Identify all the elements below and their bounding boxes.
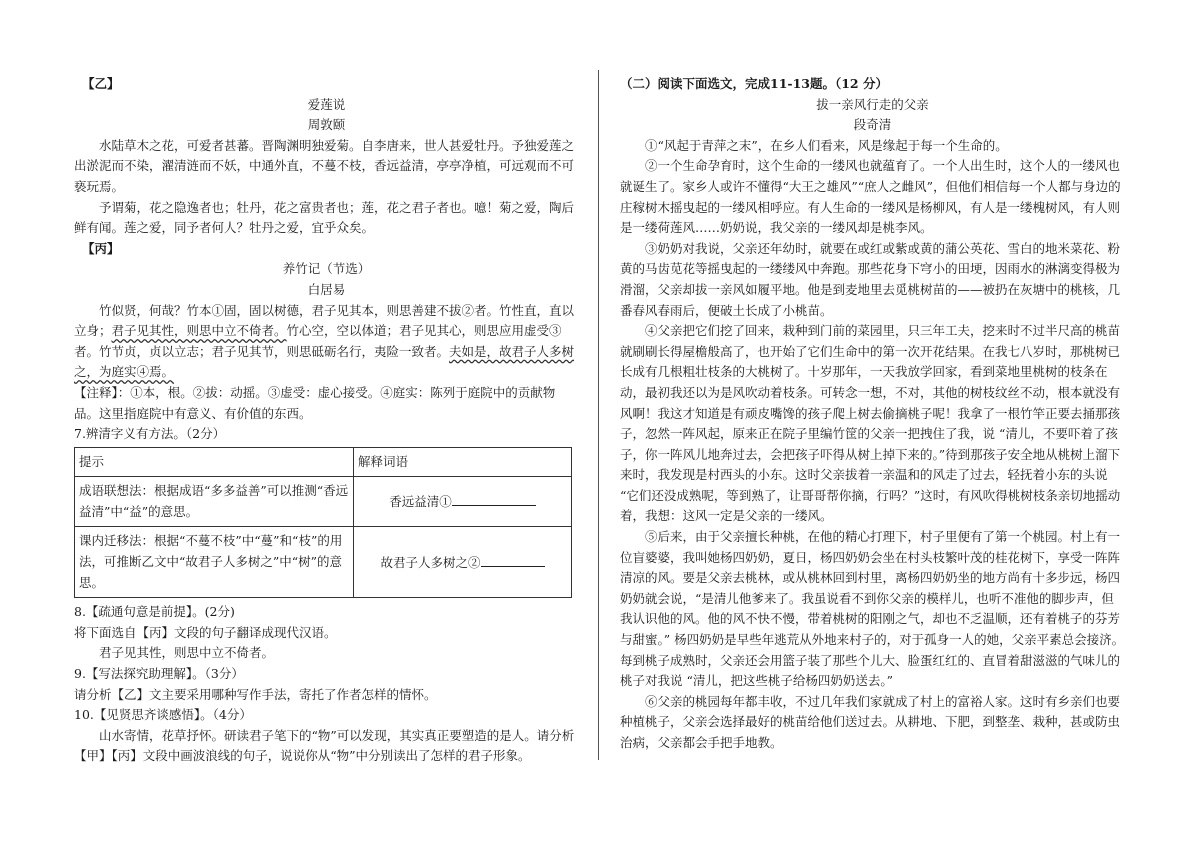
annotation-notes: 【注释】：①本，根。②拔：动摇。③虚受：虚心接受。④庭实：陈列于庭院中的贡献物品。这里指庭院中有意义、有价值的东西。 [74,384,556,421]
article-paragraph-5: ⑤后来，由于父亲擅长种桃，在他的精心打理下，村子里便有了第一个桃园。村上有一位盲婆婆，我叫她杨四奶奶，夏日，杨四奶奶会坐在村头枝繁叶茂的桂花树下，享受一阵阵清凉的风。要是父亲去桃林，或从桃林回到村里，离杨四奶奶坐的地方尚有十多步远，杨四奶奶就会说，“是清儿他爹来了。我虽说看不到你父亲的模样儿，也听不准他的脚步声，但我认识他的风。他的风不快不慢，带着桃树的阳刚之气，却也不乏温顺，还有着桃子的芬芳与甜蜜。” 杨四奶奶是早些年逃荒从外地来村子的，对于孤身一人的她，父亲平素总会接济。每到桃子成熟时，父亲还会用篮子装了那些个儿大、脸蛋红红的、直冒着甜滋滋的气味儿的桃子对我说 “清儿，把这些桃子给杨四奶奶送去。” [620,529,1125,689]
yangzhu-text-c: 竹心空，空以体道；君子见其心，则思应用虚受③者。竹节贞，贞以立志；君子见其节，则思砥砺名行，夷险一致者。 [74,323,562,359]
column-divider [598,70,599,760]
yangzhu-paragraph [74,301,579,383]
question-10: 10.【见贤思齐谈感悟】。（4分） [74,707,252,723]
article-author: 段奇清 [853,117,892,133]
article-paragraph-3: ③奶奶对我说，父亲还年幼时，就要在或红或紫或黄的蒲公英花、雪白的地米菜花、粉黄的马齿苋花等摇曳起的一缕缕风中奔跑。那些花身下穹小的田埂，因雨水的淋漓变得极为滑溜，父亲却拔一亲风如履平地。他是到麦地里去觅桃树苗的——被扔在灰塘中的桃核，几番春风春雨后，便破土长成了小桃苗。 [620,240,1121,318]
answer-blank-1[interactable] [452,491,536,506]
question-7-table [74,447,572,599]
section-heading: （二）阅读下面选文，完成11-13题。（12 分） [620,76,888,91]
question-8: 8.【疏通句意是前提】。(2分) [74,604,235,620]
question-8-sentence: 君子见其性，则思中立不倚者。 [99,645,275,661]
ailian-paragraph-1: 水陆草木之花，可爱者甚蕃。晋陶渊明独爱菊。自李唐来，世人甚爱牡丹。予独爱莲之出淤泥而不染，濯清涟而不妖，中通外直，不蔓不枝，香远益清，亭亭净植，可远观而不可亵玩焉。 [74,137,575,194]
table-cell-hint-2: 课内迁移法：根据“不蔓不枝”中“蔓”和“枝”的用法，可推断乙文中“故君子人多树之”中“树”的意思。 [75,527,354,598]
table-row [75,527,572,598]
answer-2-label: 故君子人多树之② [380,554,481,570]
yangzhu-author: 白居易 [307,281,346,297]
table-row [75,477,572,527]
table-row [75,447,572,477]
ailian-author: 周敦颐 [307,117,346,133]
article-paragraph-6: ⑥父亲的桃园每年都丰收，不过几年我们家就成了村上的富裕人家。这时有乡亲们也要种植桃子，父亲会选择最好的桃苗给他们送过去。从耕地、下肥，到整垄、栽种，甚或防虫治病，父亲都会手把手地教。 [620,693,1121,750]
table-cell-answer-2 [354,527,572,598]
left-column [74,74,579,767]
question-7: 7.辨清字义有方法。（2分） [74,426,226,442]
question-9: 9.【写法探究助理解】。（3分） [74,666,244,682]
answer-1-label: 香远益清① [389,494,452,510]
wavy-sentence-2: 夫如是，故君子人多树之，为庭实④焉。 [74,343,575,380]
article-paragraph-1: ①“风起于青萍之末”，在乡人们看来，风是缘起于每一个生命的。 [645,137,1008,153]
yangzhu-text-a: 竹似贤，何哉？竹本①固，固以树德，君子见其本，则思善建不拔②者。竹性直，直以立身； [74,302,575,339]
article-title: 拔一亲风行走的父亲 [816,96,929,112]
question-10-task: 山水寄情，花草抒怀。研读君子笔下的“物”可以发现，其实真正要塑造的是人。请分析【甲】【丙】文段中画波浪线的句子，说说你从“物”中分别读出了怎样的君子形象。 [74,727,575,764]
question-9-task: 请分析【乙】文主要采用哪种写作手法，寄托了作者怎样的情怀。 [74,686,437,702]
answer-blank-2[interactable] [481,552,545,567]
article-paragraph-4: ④父亲把它们挖了回来，栽种到门前的菜园里，只三年工夫，挖来时不过半尺高的桃苗就刷刷长得屋檐般高了，也开始了它们生命中的第一次开花结果。在我七八岁时，那桃树已长成有几根粗壮枝条的大桃树了。十岁那年，一天我放学回家，看到菜地里桃树的枝条在动，最初我还以为是风吹动着枝条。可转念一想，不对，其他的树枝纹丝不动，根本就没有风啊！我这才知道是有顽皮嘴馋的孩子爬上树去偷摘桃子呢！我拿了一根竹竿正要去捅那孩子，忽然一阵风起，原来正在院子里编竹筐的父亲一把拽住了我，说 “清儿，不要吓着了孩子，你一阵风儿地奔过去，会把孩子吓得从树上掉下来的。”待到那孩子安全地从桃树上溜下来时，我发现是村西头的小东。这时父亲拔着一亲温和的风走了过去，轻抚着小东的头说 “它们还没成熟呢，等到熟了，让哥哥帮你摘，行吗？”这时，有风吹得桃树枝条亲切地摇动着，我想：这风一定是父亲的一缕风。 [620,323,1121,524]
wavy-sentence-1: 君子见其性，则思中立不倚者。 [111,323,287,339]
table-header-explain: 解释词语 [354,447,572,477]
question-8-task: 将下面选自【丙】文段的句子翻译成现代汉语。 [74,624,337,640]
ailian-paragraph-2: 予谓菊，花之隐逸者也；牡丹，花之富贵者也；莲，花之君子者也。噫！菊之爱，陶后鲜有闻。莲之爱，同予者何人？牡丹之爱，宜乎众矣。 [74,199,575,236]
yi-heading: 【乙】 [82,76,120,91]
table-cell-answer-1 [354,477,572,527]
article-paragraph-2: ②一个生命孕育时，这个生命的一缕风也就蕴育了。一个人出生时，这个人的一缕风也就诞生了。家乡人或许不懂得“大王之雄风”“庶人之雌风”，但他们相信每一个人都与身边的庄稼树木摇曳起的一缕风相呼应。有人生命的一缕风是杨柳风，有人是一缕槐树风，有人则是一缕荷莲风……奶奶说，我父亲的一缕风却是桃李风。 [620,158,1121,236]
table-cell-hint-1: 成语联想法：根据成语“多多益善”可以推测“香远益清”中“益”的意思。 [75,477,354,527]
table-header-hint: 提示 [75,447,354,477]
yangzhu-title: 养竹记（节选） [282,261,371,277]
bing-heading: 【丙】 [82,240,120,256]
right-column [620,74,1125,754]
ailian-title: 爱莲说 [307,96,346,112]
